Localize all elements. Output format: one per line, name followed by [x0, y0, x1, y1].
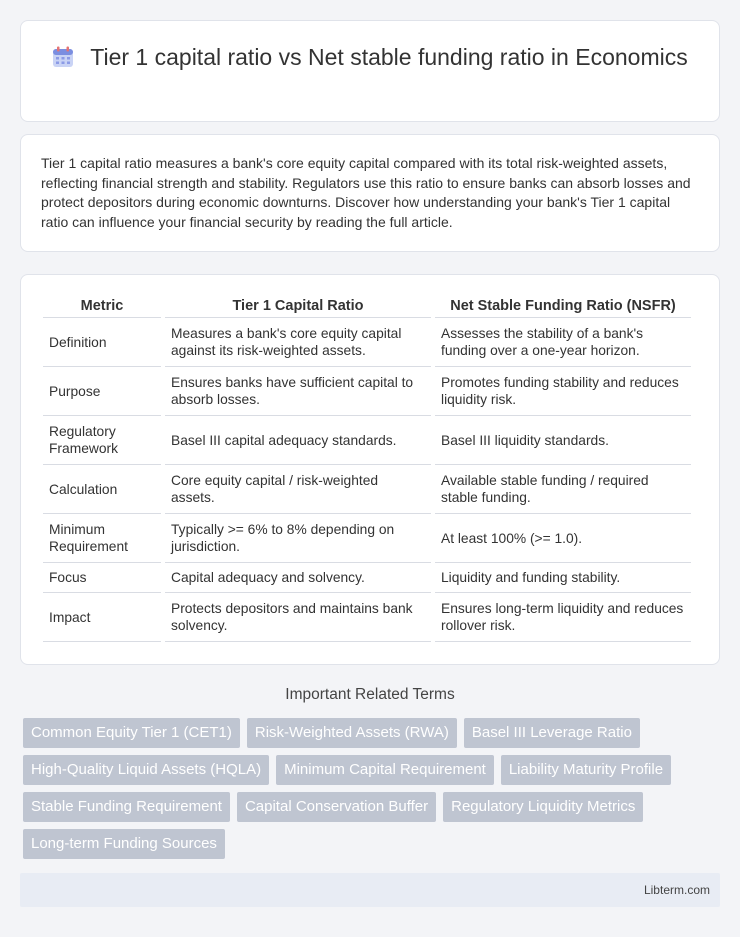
row-metric: Definition [43, 318, 161, 367]
term-row [23, 792, 723, 822]
row-nsfr: Liquidity and funding stability. [435, 563, 691, 593]
related-term-tag[interactable]: Regulatory Liquidity Metrics [443, 792, 643, 822]
footer-bar [20, 873, 720, 907]
row-metric: Minimum Requirement [43, 514, 161, 563]
comparison-table [39, 296, 695, 642]
row-nsfr: Assesses the stability of a bank's funding over a one-year horizon. [435, 318, 691, 367]
row-tier1: Capital adequacy and solvency. [165, 563, 431, 593]
row-metric: Calculation [43, 465, 161, 514]
related-terms-list [23, 718, 723, 866]
intro-card [20, 134, 720, 252]
intro-paragraph: Tier 1 capital ratio measures a bank's core equity capital compared with its total risk-weighted assets, reflecting financial strength and stability. Regulators use this ratio to ensure banks can absorb losses and protect depositors during economic downturns. Discover how understanding your bank's Tier 1 capital ratio can influence your financial security by reading the full article. [41, 155, 691, 230]
header-nsfr: Net Stable Funding Ratio (NSFR) [435, 296, 691, 318]
table-row [43, 563, 691, 593]
title-card [20, 20, 720, 122]
table-row [43, 367, 691, 416]
row-tier1: Ensures banks have sufficient capital to absorb losses. [165, 367, 431, 416]
term-row [23, 755, 723, 785]
row-metric: Regulatory Framework [43, 416, 161, 465]
row-tier1: Typically >= 6% to 8% depending on jurisdiction. [165, 514, 431, 563]
term-row [23, 718, 723, 748]
header-tier1: Tier 1 Capital Ratio [165, 296, 431, 318]
related-term-tag[interactable]: Long-term Funding Sources [23, 829, 225, 859]
related-term-tag[interactable]: Liability Maturity Profile [501, 755, 671, 785]
related-term-tag[interactable]: Risk-Weighted Assets (RWA) [247, 718, 457, 748]
row-nsfr: Promotes funding stability and reduces liquidity risk. [435, 367, 691, 416]
row-nsfr: Basel III liquidity standards. [435, 416, 691, 465]
table-row [43, 593, 691, 642]
term-row [23, 829, 723, 859]
table-row [43, 514, 691, 563]
footer-site-link[interactable]: Libterm.com [643, 883, 710, 897]
row-tier1: Measures a bank's core equity capital against its risk-weighted assets. [165, 318, 431, 367]
table-row [43, 465, 691, 514]
table-row [43, 318, 691, 367]
row-tier1: Basel III capital adequacy standards. [165, 416, 431, 465]
related-term-tag[interactable]: Minimum Capital Requirement [276, 755, 494, 785]
row-metric: Focus [43, 563, 161, 593]
calendar-icon [52, 46, 74, 68]
related-term-tag[interactable]: Capital Conservation Buffer [237, 792, 436, 822]
row-nsfr: Ensures long-term liquidity and reduces rollover risk. [435, 593, 691, 642]
row-metric: Purpose [43, 367, 161, 416]
row-tier1: Core equity capital / risk-weighted assets. [165, 465, 431, 514]
table-header-row [43, 296, 691, 318]
related-terms-title: Important Related Terms [285, 686, 455, 703]
related-term-tag[interactable]: Stable Funding Requirement [23, 792, 230, 822]
title-text: Tier 1 capital ratio vs Net stable funding ratio in Economics [90, 44, 688, 70]
related-term-tag[interactable]: Common Equity Tier 1 (CET1) [23, 718, 240, 748]
row-nsfr: At least 100% (>= 1.0). [435, 514, 691, 563]
page-title [21, 43, 719, 72]
comparison-table-card [20, 274, 720, 665]
row-tier1: Protects depositors and maintains bank solvency. [165, 593, 431, 642]
related-term-tag[interactable]: Basel III Leverage Ratio [464, 718, 640, 748]
row-metric: Impact [43, 593, 161, 642]
row-nsfr: Available stable funding / required stable funding. [435, 465, 691, 514]
table-row [43, 416, 691, 465]
header-metric: Metric [43, 296, 161, 318]
related-term-tag[interactable]: High-Quality Liquid Assets (HQLA) [23, 755, 269, 785]
